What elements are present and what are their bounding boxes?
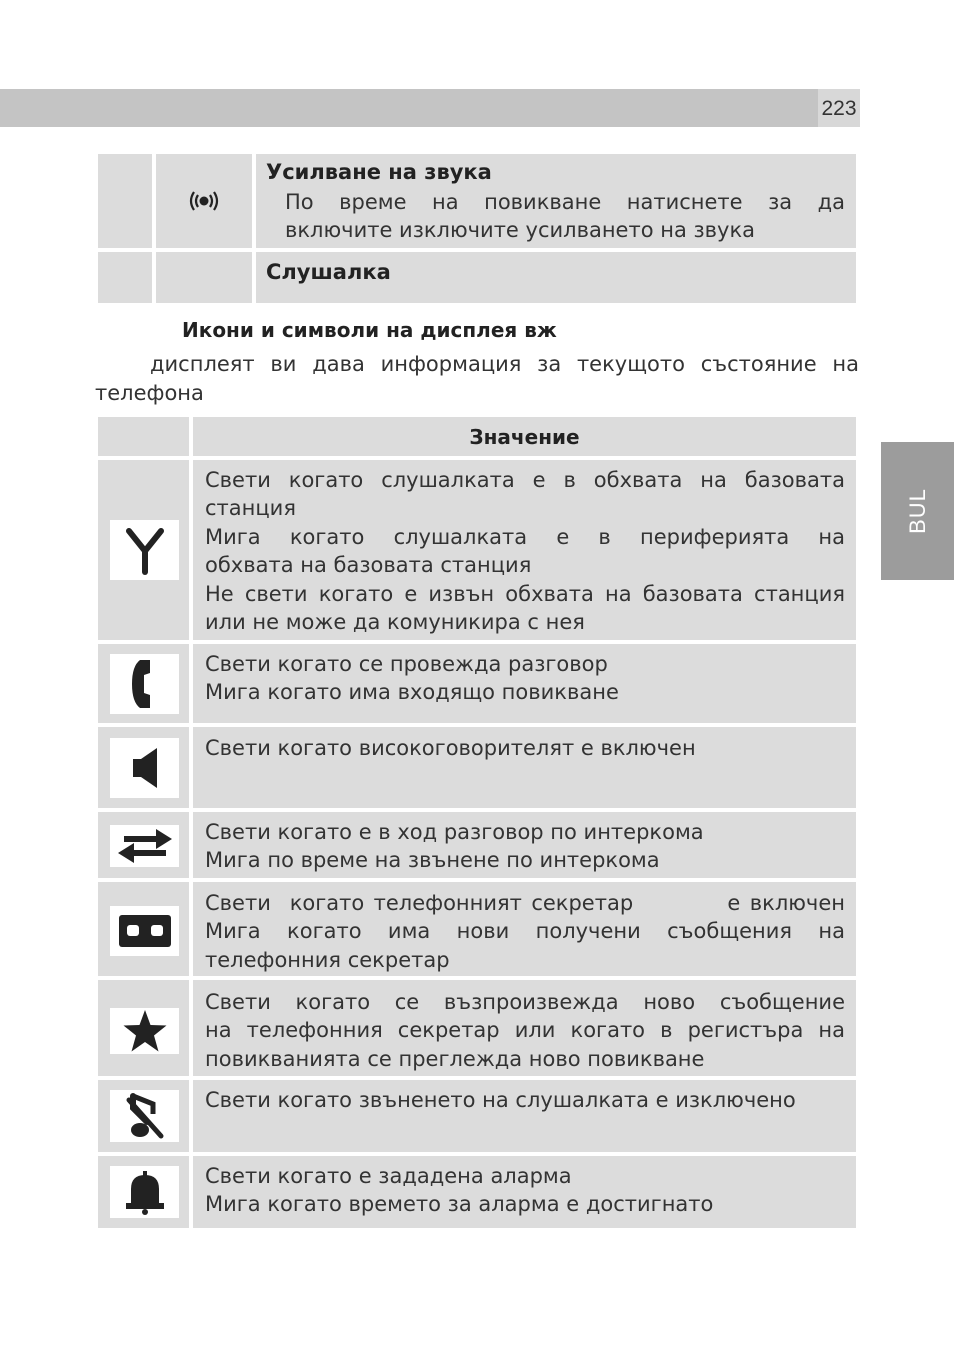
meaning-line: Мига по време на звънене по интеркома — [205, 848, 660, 873]
intro-paragraph: дисплеят ви дава информация за текущото състояние на телефона — [95, 352, 859, 405]
star-icon — [122, 1009, 168, 1053]
header-bar — [0, 89, 818, 127]
key-table-icon-cell — [156, 154, 252, 248]
meaning-line: телефонния секретар — [205, 947, 450, 972]
key-table-icon-cell — [156, 252, 252, 303]
answering-machine-icon-box — [110, 906, 179, 956]
key-desc-sound-boost: По време на повикване натиснете за да включите изключите усилването на звука — [285, 190, 845, 242]
key-title-sound-boost: Усилване на звука — [266, 160, 492, 184]
intercom-icon-box — [110, 825, 179, 867]
antenna-icon — [123, 525, 167, 575]
sound-boost-icon — [187, 189, 221, 213]
meaning-line: Свети когато се възпроизвежда ново съобщение — [205, 990, 845, 1014]
ringer-off-icon-box — [110, 1090, 179, 1142]
section-heading: Икони и символи на дисплея вж — [182, 318, 557, 342]
meaning-line: Мига когато има входящо повикване — [205, 680, 619, 705]
star-icon-box — [110, 1008, 179, 1054]
meaning-line: Свети когато телефонният секретар е включен — [205, 891, 845, 915]
meaning-line: Свети когато е в ход разговор по интеркома — [205, 820, 704, 844]
meaning-line: на телефонния секретар или когато в регистъра на — [205, 1018, 845, 1043]
answering-machine-icon — [117, 913, 173, 949]
alarm-bell-icon — [123, 1169, 167, 1215]
ringer-off-icon — [123, 1092, 167, 1140]
meaning-text-antenna — [205, 466, 845, 636]
alarm-icon-box — [110, 1166, 179, 1218]
key-table-cell-blank — [98, 154, 152, 248]
meaning-line: Свети когато високоговорителят е включен — [205, 736, 696, 760]
antenna-icon-box — [110, 520, 179, 580]
meaning-line: Мига когато има нови получени съобщения на — [205, 919, 845, 944]
meaning-line: повикванията се преглежда ново повикване — [205, 1046, 705, 1071]
meaning-text-intercom — [205, 818, 845, 875]
column-header-meaning: Значение — [469, 425, 580, 449]
meaning-text-ringer-off — [205, 1086, 845, 1114]
meaning-line: Не свети когато е извън обхвата на базовата станция — [205, 581, 845, 606]
meaning-line: Свети когато звъненето на слушалката е изключено — [205, 1088, 796, 1112]
meaning-line: Мига когато времето за аларма е достигнато — [205, 1192, 714, 1217]
meaning-line: Свети когато слушалката е в обхвата на базовата — [205, 468, 845, 492]
meaning-line: или не може да комуникира с нея — [205, 610, 585, 635]
meaning-line: Свети когато е зададена аларма — [205, 1164, 572, 1188]
page-number: 223 — [818, 89, 860, 127]
meaning-line: Свети когато се провежда разговор — [205, 652, 608, 676]
meaning-text-alarm — [205, 1162, 845, 1219]
intercom-arrows-icon — [116, 827, 174, 865]
meaning-text-answering-machine — [205, 889, 845, 974]
phone-handset-icon-box — [110, 654, 179, 714]
meaning-text-star — [205, 988, 845, 1073]
key-table-cell-blank — [98, 252, 152, 303]
language-tab-label: BUL — [904, 488, 930, 534]
meaning-line: Мига когато слушалката е в периферията на — [205, 524, 845, 549]
meaning-line: станция — [205, 496, 296, 521]
meaning-line: обхвата на базовата станция — [205, 553, 532, 578]
phone-handset-icon — [130, 658, 160, 710]
speaker-icon — [125, 745, 165, 791]
speaker-icon-box — [110, 738, 179, 798]
meaning-text-phone — [205, 650, 845, 707]
icons-table-header-left — [98, 417, 189, 456]
key-title-handset: Слушалка — [266, 260, 391, 284]
language-tab — [881, 442, 954, 580]
meaning-text-speaker — [205, 734, 845, 762]
